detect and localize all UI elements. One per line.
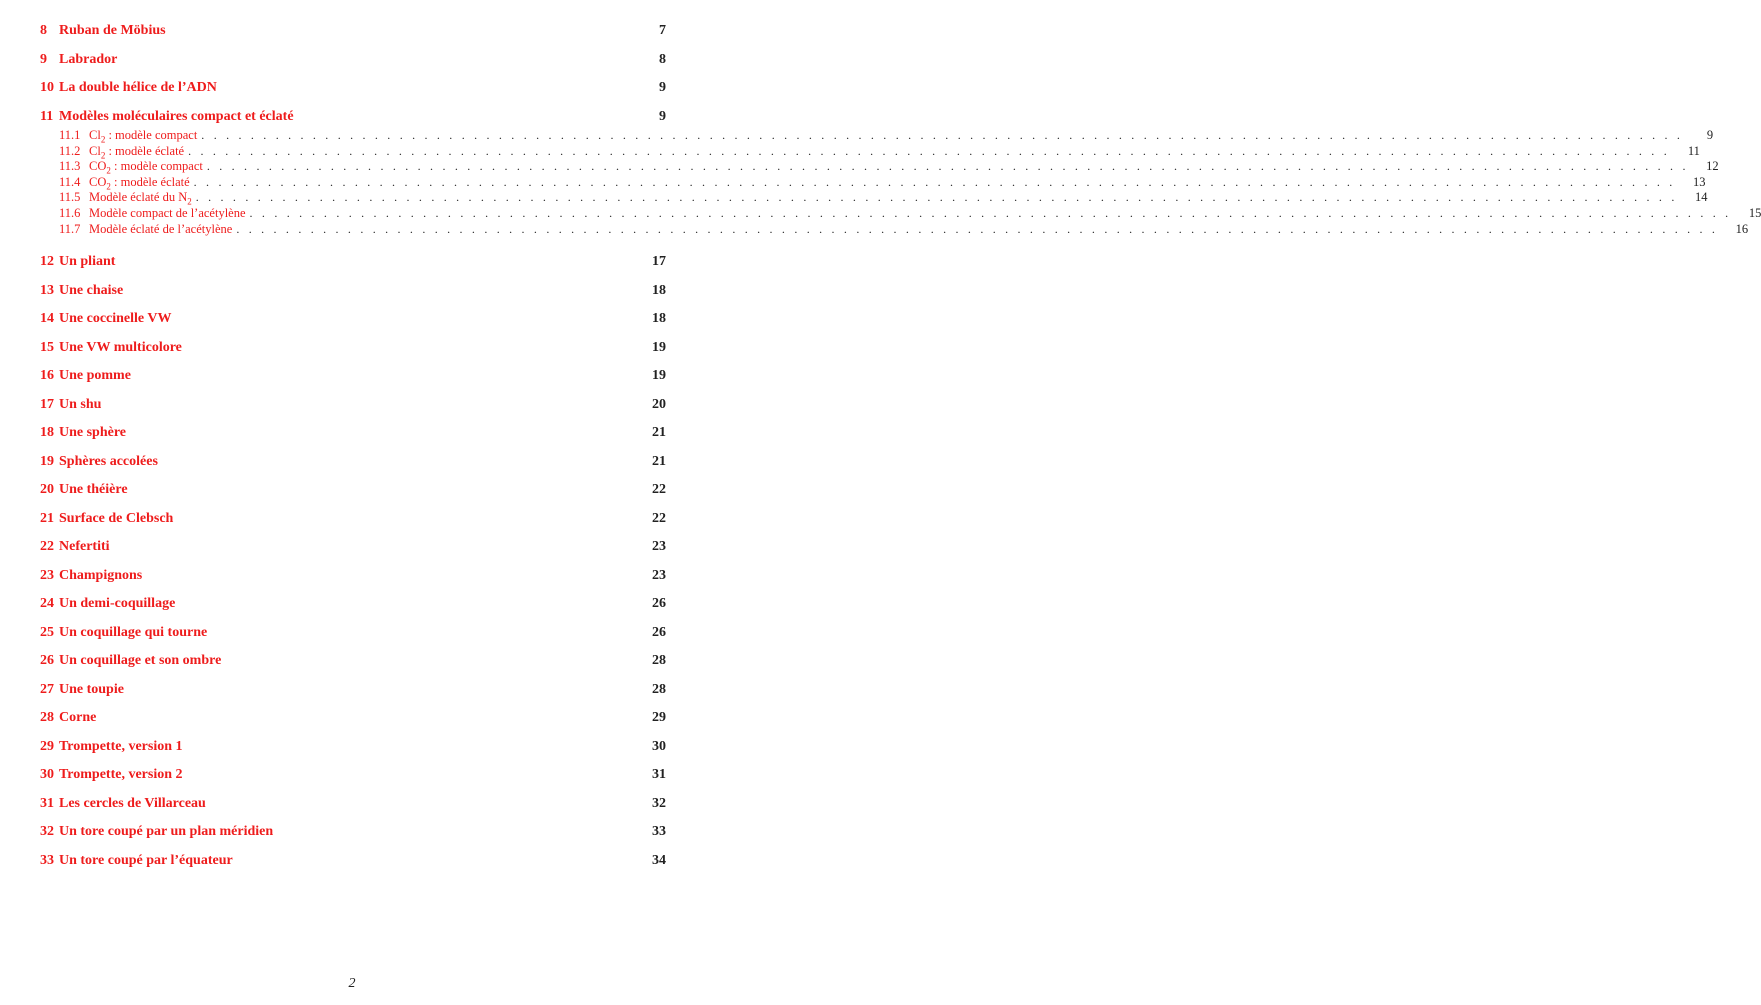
dot-leader: . . . . . . . . . . . . . . . . . . . . . . . . . . . . . . . . . . . . . . . . . . . . . . . . . . . . . . . . . . . . . . . . . . . . . . . . . . . . . . . . . . . . . . . . . . . . . . . . . . . . . . . . . . . . . . . . . . . . . . . . (188, 143, 1670, 158)
section-number: 29 (40, 738, 54, 754)
subscript: 2 (106, 165, 111, 176)
section-title: La double hélice de l’ADN (59, 80, 217, 95)
subscript: 2 (106, 181, 111, 192)
section-title: Une VW multicolore (59, 339, 182, 355)
section-number: 16 (40, 368, 54, 384)
section-title: Un pliant (59, 254, 116, 270)
toc-section-link[interactable] (40, 77, 666, 106)
subsection-number: 11.2 (59, 143, 81, 158)
toc-section-link[interactable] (40, 508, 666, 537)
section-title: Modèles moléculaires compact et éclaté (59, 108, 294, 124)
subsection-title-suffix: : modèle éclaté (105, 143, 185, 158)
subscript: 2 (100, 150, 106, 161)
toc-subsection-link[interactable] (40, 174, 1706, 192)
section-page: 21 (652, 425, 666, 441)
toc-section-link[interactable] (40, 337, 666, 366)
toc-section-link[interactable] (40, 736, 666, 765)
section-number: 23 (40, 567, 54, 583)
subsection-page: 15 (1748, 205, 1761, 220)
section-number: 22 (40, 539, 54, 555)
toc-subsection-link[interactable] (40, 190, 1708, 207)
section-title: Une pomme (59, 368, 131, 384)
section-page: 19 (652, 368, 666, 384)
section-title: Un coquillage qui tourne (59, 624, 208, 640)
toc-subsection-link[interactable] (40, 205, 1761, 222)
section-page: 28 (652, 653, 666, 669)
toc-subsection-link[interactable] (40, 128, 1714, 145)
toc-section-link[interactable] (40, 20, 666, 49)
section-number: 17 (40, 396, 54, 412)
toc-section-link[interactable] (40, 536, 666, 565)
toc-section-link[interactable] (40, 394, 666, 423)
dot-leader: . . . . . . . . . . . . . . . . . . . . . . . . . . . . . . . . . . . . . . . . . . . . . . . . . . . . . . . . . . . . . . . . . . . . . . . . . . . . . . . . . . . . . . . . . . . . . . . . . . . . . . . . . . . . . . . . . . . . . . . . (193, 174, 1676, 189)
toc-section-link[interactable] (40, 679, 666, 708)
section-title: Une sphère (59, 425, 127, 441)
toc-section-link[interactable] (40, 422, 666, 451)
subsection-title-suffix: : modèle compact (105, 128, 198, 142)
subsection-number: 11.1 (59, 128, 81, 142)
subsection-title (89, 175, 190, 191)
section-title: Un tore coupé par un plan méridien (59, 824, 274, 840)
section-page: 34 (652, 852, 666, 868)
section-number: 14 (40, 311, 54, 327)
section-title: Corne (59, 710, 97, 726)
subsection-page: 9 (1706, 128, 1714, 142)
section-page: 32 (652, 795, 666, 811)
toc-section-link[interactable] (40, 764, 666, 793)
section-number: 12 (40, 254, 54, 270)
section-page: 9 (659, 80, 666, 95)
subsection-title-text: Modèle compact de l’acétylène (89, 205, 246, 220)
section-page: 18 (652, 282, 666, 298)
section-page: 28 (652, 681, 666, 697)
section-number: 13 (40, 282, 54, 298)
section-number: 20 (40, 482, 54, 498)
subsection-page: 11 (1687, 143, 1700, 158)
subsection-title (89, 128, 197, 144)
toc-section-link[interactable] (40, 850, 666, 879)
toc-section-link[interactable] (40, 593, 666, 622)
section-title: Champignons (59, 567, 143, 583)
section-number: 11 (40, 108, 54, 124)
section-title: Une toupie (59, 681, 124, 697)
section-page: 26 (652, 596, 666, 612)
section-page: 8 (659, 51, 666, 67)
section-page: 23 (652, 539, 666, 555)
subscript: 2 (187, 196, 192, 207)
dot-leader: . . . . . . . . . . . . . . . . . . . . . . . . . . . . . . . . . . . . . . . . . . . . . . . . . . . . . . . . . . . . . . . . . . . . . . . . . . . . . . . . . . . . . . . . . . . . . . . . . . . . . . . . . . . . . . . . . . . . . . . . (206, 159, 1689, 174)
toc-section-link[interactable] (40, 451, 666, 480)
subsection-title (89, 206, 246, 222)
subsection-title-text: Cl (89, 128, 101, 142)
dot-leader: . . . . . . . . . . . . . . . . . . . . . . . . . . . . . . . . . . . . . . . . . . . . . . . . . . . . . . . . . . . . . . . . . . . . . . . . . . . . . . . . . . . . . . . . . . . . . . . . . . . . . . . . . . . . . . . . . . . . . . . . (249, 205, 1732, 220)
section-page: 23 (652, 567, 666, 583)
section-page: 26 (652, 624, 666, 640)
section-page: 7 (659, 23, 666, 38)
section-title: Surface de Clebsch (59, 510, 174, 526)
section-title: Un coquillage et son ombre (59, 653, 222, 669)
subsection-number: 11.7 (59, 221, 81, 236)
section-title: Une théière (59, 482, 128, 498)
section-number: 10 (40, 80, 54, 95)
section-title: Sphères accolées (59, 453, 158, 469)
subsection-number: 11.5 (59, 190, 81, 205)
subsection-number: 11.4 (59, 174, 81, 189)
section-number: 18 (40, 425, 54, 441)
toc-subsection-link[interactable] (40, 159, 1719, 176)
section-page: 29 (652, 710, 666, 726)
subsection-page: 12 (1706, 159, 1719, 174)
section-number: 26 (40, 653, 54, 669)
section-title: Une coccinelle VW (59, 311, 172, 327)
toc-section-link[interactable] (40, 821, 666, 850)
section-number: 32 (40, 824, 54, 840)
subsection-title-text: CO (89, 174, 107, 189)
subsection-page: 13 (1692, 174, 1706, 189)
subsection-title-text: CO (89, 159, 107, 174)
subsection-list (40, 128, 1761, 237)
section-number: 8 (40, 23, 47, 38)
toc-subsection-link[interactable] (40, 143, 1700, 161)
section-page: 30 (652, 738, 666, 754)
toc-section-link[interactable] (40, 49, 666, 78)
section-number: 31 (40, 795, 54, 811)
toc-section-link[interactable] (40, 622, 666, 651)
section-title: Trompette, version 1 (59, 738, 183, 754)
section-page: 9 (659, 108, 666, 124)
section-page: 21 (652, 453, 666, 469)
subscript: 2 (100, 134, 106, 145)
subsection-title (89, 144, 184, 160)
subsection-title (89, 222, 232, 238)
section-title: Ruban de Möbius (59, 23, 166, 38)
section-number: 21 (40, 510, 54, 526)
toc-subsection-link[interactable] (40, 221, 1749, 238)
subsection-page: 14 (1695, 190, 1708, 205)
toc-section-link[interactable] (40, 650, 666, 679)
section-page: 22 (652, 482, 666, 498)
section-number: 15 (40, 339, 54, 355)
toc-section-link[interactable] (40, 280, 666, 309)
section-number: 28 (40, 710, 54, 726)
subsection-title-suffix: : modèle compact (110, 159, 203, 174)
section-page: 17 (652, 254, 666, 270)
section-page: 20 (652, 396, 666, 412)
toc-section-link[interactable] (40, 251, 666, 280)
section-title: Nefertiti (59, 539, 110, 555)
dot-leader: . . . . . . . . . . . . . . . . . . . . . . . . . . . . . . . . . . . . . . . . . . . . . . . . . . . . . . . . . . . . . . . . . . . . . . . . . . . . . . . . . . . . . . . . . . . . . . . . . . . . . . . . . . . . . . . . . . . . . . . . (201, 128, 1684, 142)
section-number: 19 (40, 453, 54, 469)
subsection-title (89, 159, 203, 175)
section-number: 30 (40, 767, 54, 783)
section-title: Une chaise (59, 282, 124, 298)
subsection-title-suffix: : modèle éclaté (110, 174, 190, 189)
subsection-title-text: Cl (89, 143, 101, 158)
section-page: 31 (652, 767, 666, 783)
section-page: 33 (652, 824, 666, 840)
toc-section-link[interactable] (40, 707, 666, 736)
toc-section-link[interactable] (40, 793, 666, 822)
toc-section-link[interactable] (40, 479, 666, 508)
subsection-number: 11.6 (59, 205, 81, 220)
subsection-title-text: Modèle éclaté du N (89, 190, 188, 205)
section-title: Un tore coupé par l’équateur (59, 852, 233, 868)
subsection-page: 16 (1735, 221, 1749, 236)
table-of-contents (40, 20, 1761, 878)
subsection-title-text: Modèle éclaté de l’acétylène (89, 221, 233, 236)
section-number: 27 (40, 681, 54, 697)
section-page: 19 (652, 339, 666, 355)
section-page: 18 (652, 311, 666, 327)
dot-leader: . . . . . . . . . . . . . . . . . . . . . . . . . . . . . . . . . . . . . . . . . . . . . . . . . . . . . . . . . . . . . . . . . . . . . . . . . . . . . . . . . . . . . . . . . . . . . . . . . . . . . . . . . . . . . . . . . . . . . . . . (195, 190, 1678, 205)
section-number: 24 (40, 596, 54, 612)
section-page: 22 (652, 510, 666, 526)
subsection-title (89, 190, 192, 206)
section-title: Trompette, version 2 (59, 767, 183, 783)
toc-section-link[interactable] (40, 365, 666, 394)
section-title: Les cercles de Villarceau (59, 795, 206, 811)
page-number: 2 (348, 976, 356, 991)
section-number: 9 (40, 51, 47, 67)
section-title: Un shu (59, 396, 102, 412)
section-number: 25 (40, 624, 54, 640)
dot-leader: . . . . . . . . . . . . . . . . . . . . . . . . . . . . . . . . . . . . . . . . . . . . . . . . . . . . . . . . . . . . . . . . . . . . . . . . . . . . . . . . . . . . . . . . . . . . . . . . . . . . . . . . . . . . . . . . . . . . . . . . (236, 221, 1719, 236)
section-title: Labrador (59, 51, 118, 67)
toc-section-link[interactable] (40, 565, 666, 594)
section-title: Un demi-coquillage (59, 596, 176, 612)
section-number: 33 (40, 852, 54, 868)
subsection-number: 11.3 (59, 159, 81, 174)
toc-section-link[interactable] (40, 308, 666, 337)
